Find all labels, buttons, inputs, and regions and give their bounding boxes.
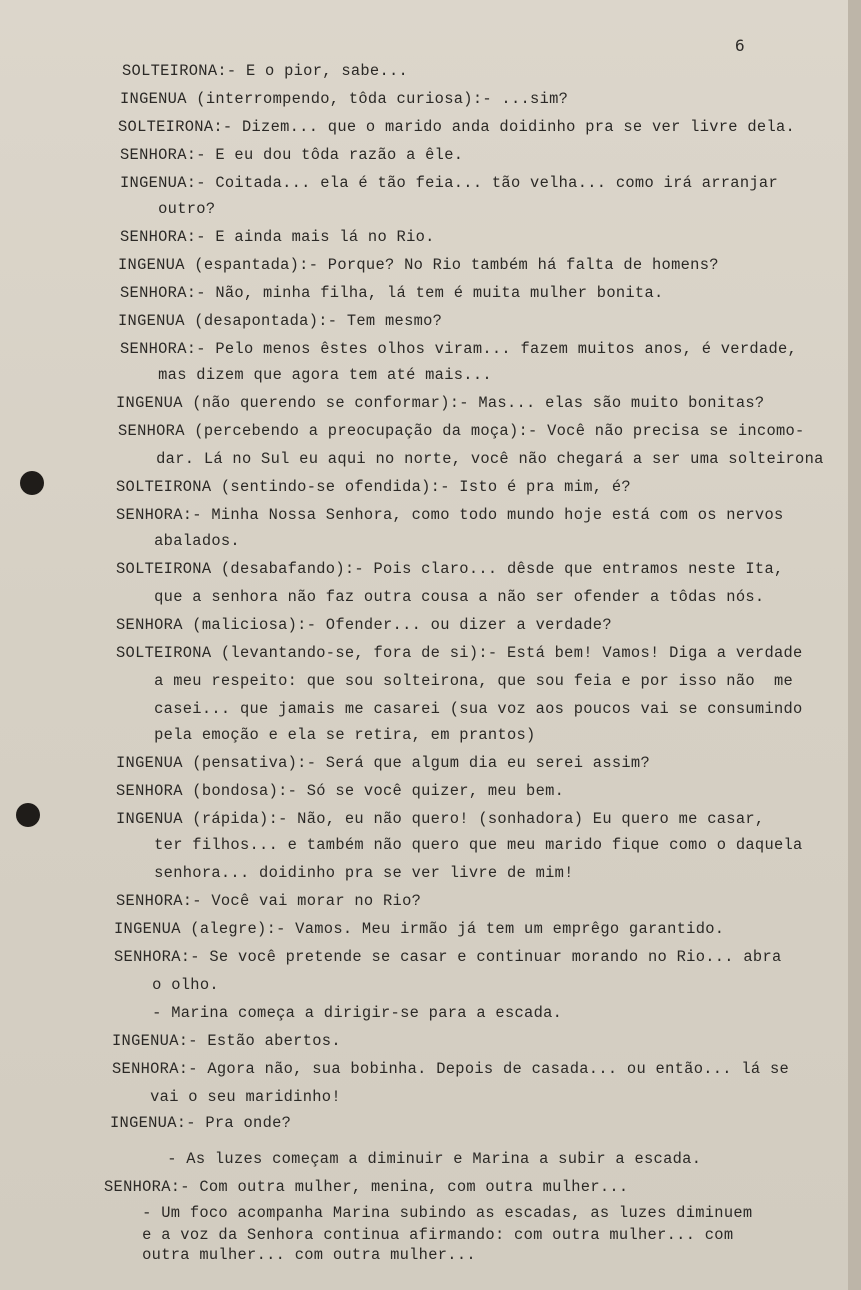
script-line: SENHORA:- Com outra mulher, menina, com outra mulher... bbox=[104, 1178, 629, 1196]
script-line: abalados. bbox=[116, 532, 240, 550]
script-line: SENHORA:- Minha Nossa Senhora, como todo mundo hoje está com os nervos bbox=[116, 506, 784, 524]
script-line: INGENUA (rápida):- Não, eu não quero! (sonhadora) Eu quero me casar, bbox=[116, 810, 765, 828]
script-line: SENHORA (percebendo a preocupação da moça):- Você não precisa se incomo- bbox=[118, 422, 805, 440]
script-line: INGENUA:- Estão abertos. bbox=[112, 1032, 341, 1050]
script-line: a meu respeito: que sou solteirona, que sou feia e por isso não me bbox=[116, 672, 794, 690]
script-line: INGENUA (interrompendo, tôda curiosa):- ...sim? bbox=[120, 90, 569, 108]
page-edge bbox=[848, 0, 861, 1290]
script-line: SOLTEIRONA (sentindo-se ofendida):- Isto é pra mim, é? bbox=[116, 478, 631, 496]
script-line: SOLTEIRONA (levantando-se, fora de si):- Está bem! Vamos! Diga a verdade bbox=[116, 644, 803, 662]
script-line: SENHORA:- Você vai morar no Rio? bbox=[116, 892, 422, 910]
script-line: INGENUA (desapontada):- Tem mesmo? bbox=[118, 312, 443, 330]
script-line: SENHORA (bondosa):- Só se você quizer, meu bem. bbox=[116, 782, 565, 800]
script-line: SOLTEIRONA (desabafando):- Pois claro... dêsde que entramos neste Ita, bbox=[116, 560, 784, 578]
page-number: 6 bbox=[735, 36, 745, 55]
script-line: SOLTEIRONA:- Dizem... que o marido anda doidinho pra se ver livre dela. bbox=[118, 118, 796, 136]
script-line: SENHORA:- E ainda mais lá no Rio. bbox=[120, 228, 435, 246]
binder-hole-upper bbox=[20, 471, 44, 495]
script-line: INGENUA (alegre):- Vamos. Meu irmão já tem um emprêgo garantido. bbox=[114, 920, 725, 938]
script-line: o olho. bbox=[114, 976, 219, 994]
script-line: INGENUA (não querendo se conformar):- Mas... elas são muito bonitas? bbox=[116, 394, 765, 412]
script-line: INGENUA (espantada):- Porque? No Rio também há falta de homens? bbox=[118, 256, 719, 274]
script-line: SENHORA:- Não, minha filha, lá tem é muita mulher bonita. bbox=[120, 284, 664, 302]
script-line: INGENUA (pensativa):- Será que algum dia eu serei assim? bbox=[116, 754, 651, 772]
script-line: SOLTEIRONA:- E o pior, sabe... bbox=[122, 62, 409, 80]
script-line: SENHORA (maliciosa):- Ofender... ou dizer a verdade? bbox=[116, 616, 612, 634]
binder-hole-lower bbox=[16, 803, 40, 827]
script-line: ter filhos... e também não quero que meu marido fique como o daquela bbox=[116, 836, 803, 854]
script-line: - Um foco acompanha Marina subindo as escadas, as luzes diminuem bbox=[104, 1204, 753, 1222]
script-line: pela emoção e ela se retira, em prantos) bbox=[116, 726, 536, 744]
script-line: SENHORA:- Agora não, sua bobinha. Depois de casada... ou então... lá se bbox=[112, 1060, 790, 1078]
script-line: - As luzes começam a diminuir e Marina a subir a escada. bbox=[110, 1150, 702, 1168]
script-line: outra mulher... com outra mulher... bbox=[104, 1246, 476, 1264]
script-line: INGENUA:- Pra onde? bbox=[110, 1114, 292, 1132]
script-line: casei... que jamais me casarei (sua voz aos poucos vai se consumindo bbox=[116, 700, 803, 718]
script-line: INGENUA:- Coitada... ela é tão feia... tão velha... como irá arranjar bbox=[120, 174, 778, 192]
script-line: que a senhora não faz outra cousa a não ser ofender a tôdas nós. bbox=[116, 588, 765, 606]
script-line: e a voz da Senhora continua afirmando: com outra mulher... com bbox=[104, 1226, 734, 1244]
script-line: mas dizem que agora tem até mais... bbox=[120, 366, 492, 384]
script-line: vai o seu maridinho! bbox=[112, 1088, 341, 1106]
script-line: - Marina começa a dirigir-se para a escada. bbox=[114, 1004, 563, 1022]
script-line: senhora... doidinho pra se ver livre de mim! bbox=[116, 864, 574, 882]
script-line: SENHORA:- E eu dou tôda razão a êle. bbox=[120, 146, 464, 164]
script-line: dar. Lá no Sul eu aqui no norte, você não chegará a ser uma solteirona bbox=[118, 450, 824, 468]
script-line: SENHORA:- Se você pretende se casar e continuar morando no Rio... abra bbox=[114, 948, 782, 966]
script-line: outro? bbox=[120, 200, 216, 218]
script-line: SENHORA:- Pelo menos êstes olhos viram... fazem muitos anos, é verdade, bbox=[120, 340, 798, 358]
